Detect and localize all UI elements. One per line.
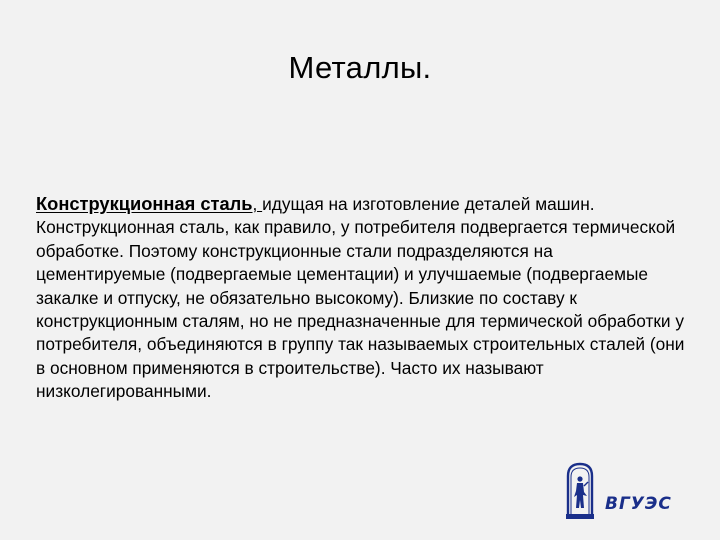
defined-term: Конструкционная сталь	[36, 193, 253, 214]
university-emblem-icon	[565, 462, 595, 520]
term-separator: ,	[252, 194, 263, 214]
university-logo	[565, 462, 677, 522]
logo-text: ВГУЭС	[605, 494, 672, 514]
body-paragraph: идущая на изготовление деталей машин. Конструкционная сталь, как правило, у потребителя подвергается термической обработке. Поэтому конструкционные стали подразделяются на цементируемые (подвергаемые цементации) и улучшаемые (подвергаемые закалке и отпуску, не обязательно высокому). Близкие по составу к конструкционным сталям, но не предназначенные для термической обработки у потребителя, объединяются в группу так называемых строительных сталей (они в основном применяются в строительстве). Часто их называют низколегированными.	[36, 194, 685, 402]
slide-title: Металлы.	[288, 50, 432, 85]
slide-body	[36, 192, 686, 404]
